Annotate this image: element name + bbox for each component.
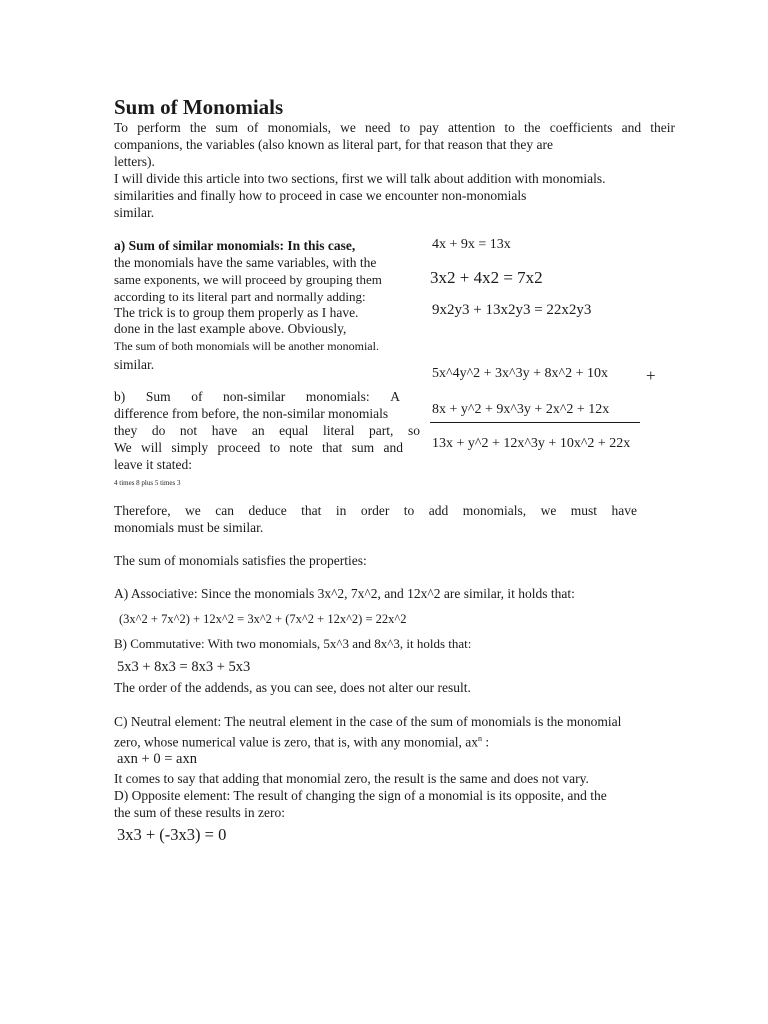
section-b-word: non-similar: [223, 389, 286, 404]
intro-line-3: letters).: [114, 154, 155, 169]
section-b-line-3: they do not have an equal literal part, so: [114, 423, 420, 438]
property-c-equation: axn + 0 = axn: [117, 751, 197, 767]
properties-intro: The sum of monomials satisfies the properties:: [114, 553, 367, 568]
property-b-text: B) Commutative: With two monomials, 5x^3 and 8x^3, it holds that:: [114, 636, 472, 651]
section-b-line-2: difference from before, the non-similar monomials: [114, 406, 389, 421]
section-a-line-2: same exponents, we will proceed by grouping them: [114, 272, 382, 287]
plus-sign: +: [646, 366, 656, 385]
intro-line-4: I will divide this article into two sections, first we will talk about addition with monomials.: [114, 171, 606, 186]
property-c-line-2-end: :: [482, 734, 490, 750]
section-a-line-3: according to its literal part and normally adding:: [114, 289, 366, 304]
property-d-equation: 3x3 + (-3x3) = 0: [117, 825, 227, 844]
tiny-note: 4 times 8 plus 5 times 3: [114, 479, 181, 487]
exponent-n: n: [478, 734, 483, 743]
property-d-line-1: D) Opposite element: The result of changing the sign of a monomial is its opposite, and the: [114, 788, 607, 803]
equation-3: 9x2y3 + 13x2y3 = 22x2y3: [432, 302, 592, 318]
intro-line-1: To perform the sum of monomials, we need to pay attention to the coefficients and their: [114, 120, 675, 135]
property-c-line-1: C) Neutral element: The neutral element in the case of the sum of monomials is the monomial: [114, 714, 622, 729]
equation-4: 5x^4y^2 + 3x^3y + 8x^2 + 10x: [432, 366, 608, 381]
property-b-after: The order of the addends, as you can see, does not alter our result.: [114, 680, 471, 695]
equation-5: 8x + y^2 + 9x^3y + 2x^2 + 12x: [432, 402, 610, 417]
equation-2: 3x2 + 4x2 = 7x2: [430, 268, 543, 287]
property-c-line-2: [114, 730, 489, 751]
property-a-text: A) Associative: Since the monomials 3x^2, 7x^2, and 12x^2 are similar, it holds that:: [114, 586, 575, 601]
section-b-word: monomials:: [305, 389, 370, 404]
section-a-line-1: the monomials have the same variables, with the: [114, 255, 377, 270]
deduce-line-2: monomials must be similar.: [114, 520, 264, 535]
section-b-word: of: [191, 389, 203, 404]
section-a-line-7: similar.: [114, 357, 155, 372]
equation-1: 4x + 9x = 13x: [432, 237, 511, 252]
section-b-line-4: We will simply proceed to note that sum and: [114, 440, 403, 455]
section-b-word: Sum: [145, 389, 171, 404]
property-a-equation: (3x^2 + 7x^2) + 12x^2 = 3x^2 + (7x^2 + 12x^2) = 22x^2: [119, 612, 407, 626]
property-c-after: It comes to say that adding that monomial zero, the result is the same and does not vary.: [114, 771, 589, 786]
section-a-heading: a) Sum of similar monomials: In this case,: [114, 238, 356, 253]
intro-line-5: similarities and finally how to proceed in case we encounter non-monomials: [114, 188, 527, 203]
property-d-line-2: the sum of these results in zero:: [114, 805, 285, 820]
property-c-line-2-text: zero, whose numerical value is zero, that is, with any monomial, ax: [114, 734, 479, 750]
section-b-word: b): [114, 389, 126, 404]
section-b-line-1: [114, 388, 400, 405]
intro-line-2: companions, the variables (also known as literal part, for that reason that they are: [114, 137, 553, 152]
section-b-word: A: [390, 389, 400, 404]
section-b-line-5: leave it stated:: [114, 457, 192, 472]
property-b-equation: 5x3 + 8x3 = 8x3 + 5x3: [117, 659, 251, 675]
section-a-line-6: The sum of both monomials will be another monomial.: [114, 339, 379, 353]
section-a-line-4: The trick is to group them properly as I have.: [114, 305, 359, 320]
deduce-line-1: Therefore, we can deduce that in order to add monomials, we must have: [114, 503, 637, 518]
intro-line-6: similar.: [114, 205, 155, 220]
sum-divider-line: [430, 422, 640, 423]
section-a-line-5: done in the last example above. Obviously,: [114, 321, 347, 336]
page-title: Sum of Monomials: [114, 95, 284, 119]
equation-6: 13x + y^2 + 12x^3y + 10x^2 + 22x: [432, 436, 631, 451]
